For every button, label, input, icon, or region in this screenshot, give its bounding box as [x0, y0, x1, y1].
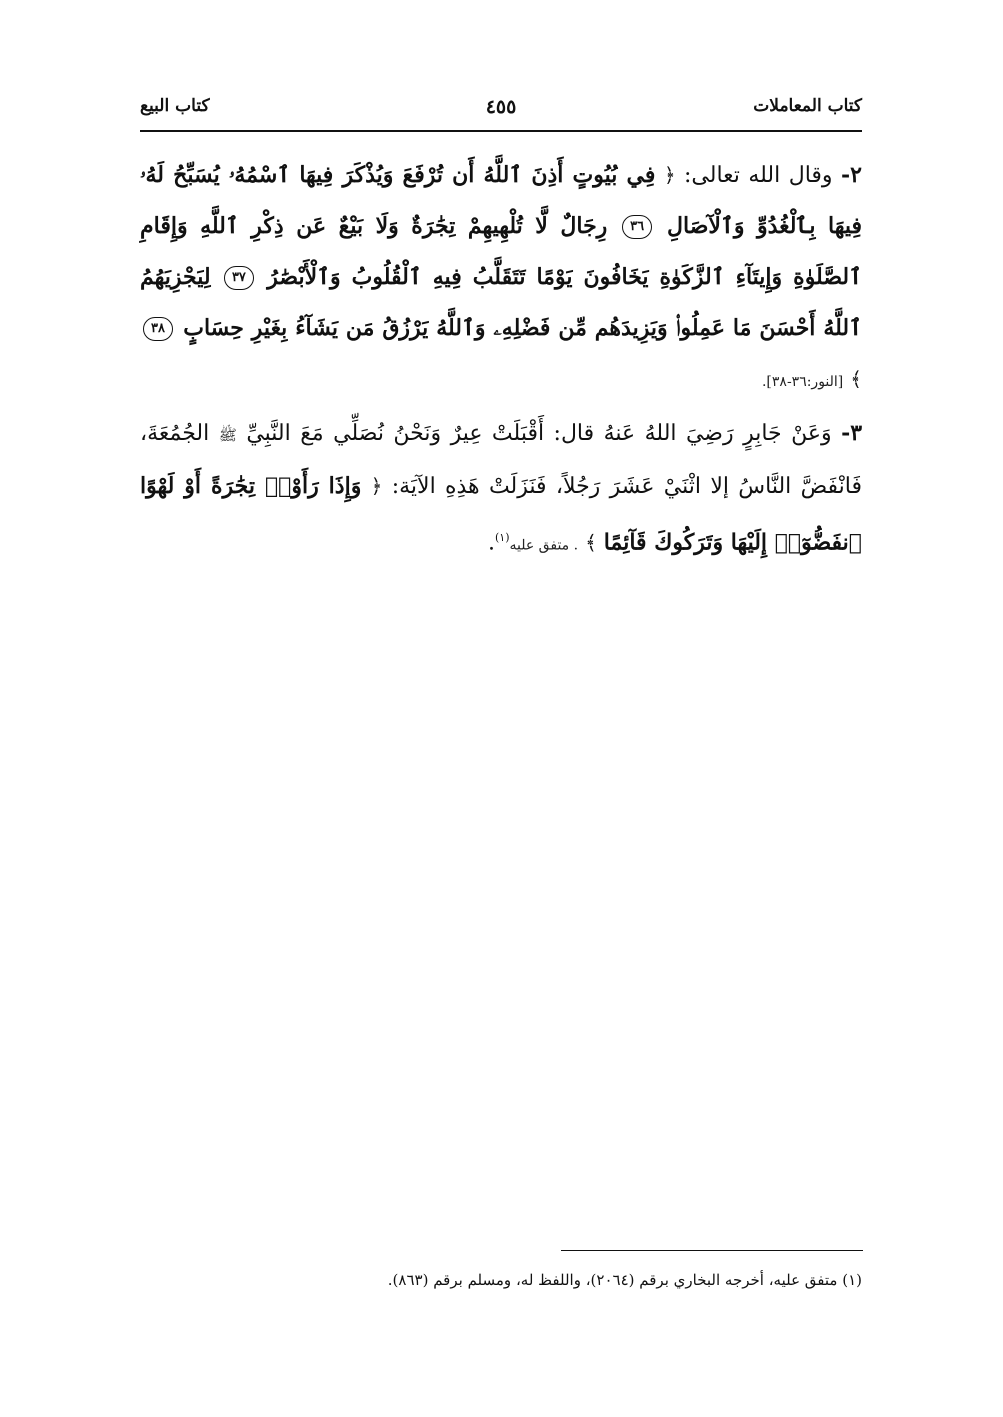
- quran-verse-jumuah: وَإِذَا رَأَوْا۟ تِجَٰرَةً أَوْ لَهْوًا ٱنفَضُّوٓا۟ إِلَيْهَا وَتَرَكُوكَ قَآئِمًا: [140, 473, 862, 556]
- quran-verse-36: فِي بُيُوتٍ أَذِنَ ٱللَّهُ أَن تُرْفَعَ وَيُذْكَرَ فِيهَا ٱسْمُهُۥ يُسَبِّحُ لَهُۥ فِيهَا بِٱلْغُدُوِّ وَٱلْآصَالِ: [140, 162, 862, 239]
- running-header: [140, 96, 862, 130]
- surah-reference: [النور:٣٦-٣٨].: [761, 374, 844, 390]
- attribution-text: . متفق عليه: [509, 537, 579, 554]
- ayah-number-36: ٣٦: [622, 215, 652, 239]
- quran-verse-38: لِيَجْزِيَهُمُ ٱللَّهُ أَحْسَنَ مَا عَمِلُوا۟ وَيَزِيدَهُم مِّن فَضْلِهِۦ وَٱللَّهُ يَرْزُقُ مَن يَشَآءُ بِغَيْرِ حِسَابٍ: [140, 264, 862, 341]
- footnote-marker[interactable]: (١): [495, 531, 510, 544]
- hadith-text-continued: الجُمُعَةَ، فَانْفَضَّ النَّاسُ إلا اثْنَيْ عَشَرَ رَجُلاً، فَنَزَلَتْ هَذِهِ الآيَة:: [140, 421, 863, 499]
- item-number: ٢-: [841, 162, 862, 188]
- quran-open-bracket: ﴿: [663, 163, 676, 187]
- hadith-text: وَعَنْ جَابِرٍ رَضِيَ اللهُ عَنهُ قال: أَقْبَلَتْ عِيرٌ وَنَحْنُ نُصَلِّي مَعَ النَّبِيِّ: [246, 421, 832, 446]
- header-chapter-title: كتاب المعاملات: [753, 96, 862, 116]
- sentence-end: .: [488, 530, 495, 556]
- ayah-number-37: ٣٧: [224, 266, 254, 290]
- quran-close-bracket: ﴾: [850, 367, 862, 391]
- paragraph-2: [140, 150, 862, 408]
- intro-text: وقال الله تعالى:: [684, 163, 833, 188]
- main-text: [140, 150, 862, 571]
- salutation-glyph: ﷺ: [218, 426, 237, 444]
- footnote: (١) متفق عليه، أخرجه البخاري برقم (٢٠٦٤)، واللفظ له، ومسلم برقم (٨٦٣).: [387, 1271, 862, 1289]
- quran-open-bracket: ﴿: [370, 474, 383, 498]
- quran-verse-37: رِجَالٌ لَّا تُلْهِيهِمْ تِجَٰرَةٌ وَلَا بَيْعٌ عَن ذِكْرِ ٱللَّهِ وَإِقَامِ ٱلصَّلَوٰةِ وَإِيتَآءِ ٱلزَّكَوٰةِ يَخَافُونَ يَوْمًا تَتَقَلَّبُ فِيهِ ٱلْقُلُوبُ وَٱلْأَبْصَٰرُ: [140, 213, 863, 290]
- quran-close-bracket: ﴾: [585, 530, 597, 555]
- paragraph-3: [140, 408, 862, 571]
- header-divider: [140, 130, 862, 132]
- page-number: ٤٥٥: [485, 96, 517, 118]
- ayah-number-38: ٣٨: [143, 317, 173, 341]
- item-number: ٣-: [841, 420, 863, 446]
- footnote-divider: [561, 1250, 863, 1251]
- header-book-title: كتاب البيع: [140, 96, 210, 116]
